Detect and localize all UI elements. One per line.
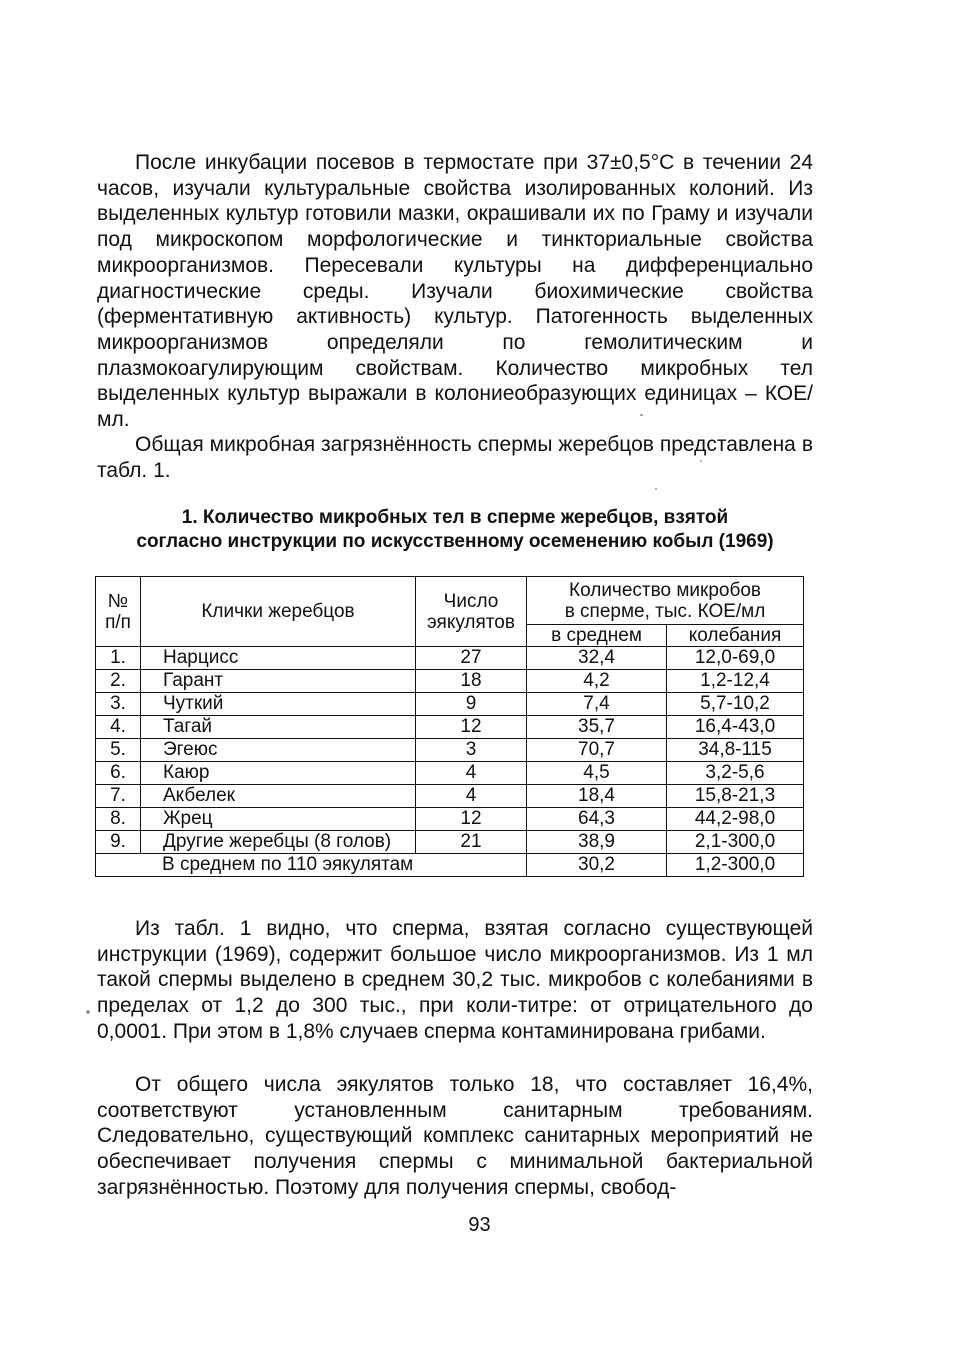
row-average: 70,7 — [527, 739, 667, 762]
scan-speck — [700, 460, 702, 462]
header-average: в среднем — [527, 625, 667, 647]
row-number: 2. — [96, 670, 141, 693]
header-ejaculate-count: Число эякулятов — [416, 577, 527, 647]
header-microbe-count: Количество микробов в сперме, тыс. КОЕ/мл — [527, 577, 804, 625]
page-number: 93 — [468, 1214, 491, 1236]
row-average: 32,4 — [527, 647, 667, 670]
row-number: 3. — [96, 693, 141, 716]
table-row — [96, 693, 804, 716]
row-stallion-name: Акбелек — [141, 785, 416, 808]
row-ejaculate-count: 3 — [416, 739, 527, 762]
total-label: В среднем по 110 эякулятам — [96, 854, 527, 877]
row-ejaculate-count: 27 — [416, 647, 527, 670]
table-row — [96, 762, 804, 785]
paragraph-methods: После инкубации посевов в термостате при 37±0,5°С в течении 24 часов, изучали культуральные свойства изолированных колоний. Из выделенных культур готовили мазки, окрашивали их по Граму и изучали под микроскопом морфологические и тинкториальные свойства микроорганизмов. Пересевали культуры на дифференциально диагностические среды. Изучали биохимические свойства (ферментативную активность) культур. Патогенность выделенных микроорганизмов определяли по гемолитическим и плазмокоагулирующим свойствам. Количество микробных тел выделенных культур выражали в колониеобразующих единицах – КОЕ/мл. — [97, 151, 813, 432]
header-number: № п/п — [96, 577, 141, 647]
row-stallion-name: Гарант — [141, 670, 416, 693]
row-number: 7. — [96, 785, 141, 808]
row-stallion-name: Нарцисс — [141, 647, 416, 670]
scan-speck — [655, 488, 657, 490]
total-range: 1,2-300,0 — [667, 854, 804, 877]
row-ejaculate-count: 12 — [416, 808, 527, 831]
table-row — [96, 785, 804, 808]
table-row — [96, 670, 804, 693]
table-caption-line-1: 1. Количество микробных тел в сперме жеребцов, взятой — [181, 507, 729, 528]
row-number: 9. — [96, 831, 141, 854]
row-ejaculate-count: 18 — [416, 670, 527, 693]
row-range: 1,2-12,4 — [667, 670, 804, 693]
scan-speck — [86, 1010, 90, 1014]
row-stallion-name: Каюр — [141, 762, 416, 785]
row-range: 44,2-98,0 — [667, 808, 804, 831]
row-average: 38,9 — [527, 831, 667, 854]
row-range: 2,1-300,0 — [667, 831, 804, 854]
row-ejaculate-count: 9 — [416, 693, 527, 716]
row-average: 35,7 — [527, 716, 667, 739]
row-number: 4. — [96, 716, 141, 739]
row-average: 4,2 — [527, 670, 667, 693]
table-row — [96, 739, 804, 762]
table-row — [96, 831, 804, 854]
row-ejaculate-count: 12 — [416, 716, 527, 739]
table-row — [96, 647, 804, 670]
row-stallion-name: Чуткий — [141, 693, 416, 716]
row-number: 8. — [96, 808, 141, 831]
table-total-row — [96, 854, 804, 877]
table-row — [96, 716, 804, 739]
row-average: 4,5 — [527, 762, 667, 785]
row-range: 16,4-43,0 — [667, 716, 804, 739]
header-stallion-name: Клички жеребцов — [141, 577, 416, 647]
paragraph-conclusion: От общего числа эякулятов только 18, что составляет 16,4%, соответствуют установленным санитарным требованиям. Следовательно, существующий комплекс санитарных мероприятий не обеспечивает получения спермы с минимальной бактериальной загрязнённостью. Поэтому для получения спермы, свобод- — [97, 1073, 813, 1199]
row-stallion-name: Эгеюс — [141, 739, 416, 762]
row-range: 12,0-69,0 — [667, 647, 804, 670]
row-average: 64,3 — [527, 808, 667, 831]
row-range: 15,8-21,3 — [667, 785, 804, 808]
row-stallion-name: Другие жеребцы (8 голов) — [141, 831, 416, 854]
row-number: 6. — [96, 762, 141, 785]
total-average: 30,2 — [527, 854, 667, 877]
row-average: 7,4 — [527, 693, 667, 716]
header-range: колебания — [667, 625, 804, 647]
row-stallion-name: Тагай — [141, 716, 416, 739]
table-row — [96, 808, 804, 831]
row-average: 18,4 — [527, 785, 667, 808]
table-caption-line-2: согласно инструкции по искусственному осеменению кобыл (1969) — [136, 531, 774, 552]
table-caption — [97, 506, 813, 554]
row-ejaculate-count: 4 — [416, 785, 527, 808]
row-range: 5,7-10,2 — [667, 693, 804, 716]
row-ejaculate-count: 4 — [416, 762, 527, 785]
scan-speck — [640, 414, 643, 416]
row-stallion-name: Жрец — [141, 808, 416, 831]
row-number: 5. — [96, 739, 141, 762]
row-range: 34,8-115 — [667, 739, 804, 762]
row-number: 1. — [96, 647, 141, 670]
paragraph-table-reference: Общая микробная загрязнённость спермы жеребцов представлена в табл. 1. — [97, 433, 813, 482]
paragraph-table-analysis: Из табл. 1 видно, что сперма, взятая согласно существующей инструкции (1969), содержит большое число микроорганизмов. Из 1 мл такой спермы выделено в среднем 30,2 тыс. микробов с колебаниями в пределах от 1,2 до 300 тыс., при коли-титре: от отрицательного до 0,0001. При этом в 1,8% случаев сперма контаминирована грибами. — [97, 917, 813, 1043]
row-range: 3,2-5,6 — [667, 762, 804, 785]
row-ejaculate-count: 21 — [416, 831, 527, 854]
microbe-count-table — [95, 576, 804, 877]
